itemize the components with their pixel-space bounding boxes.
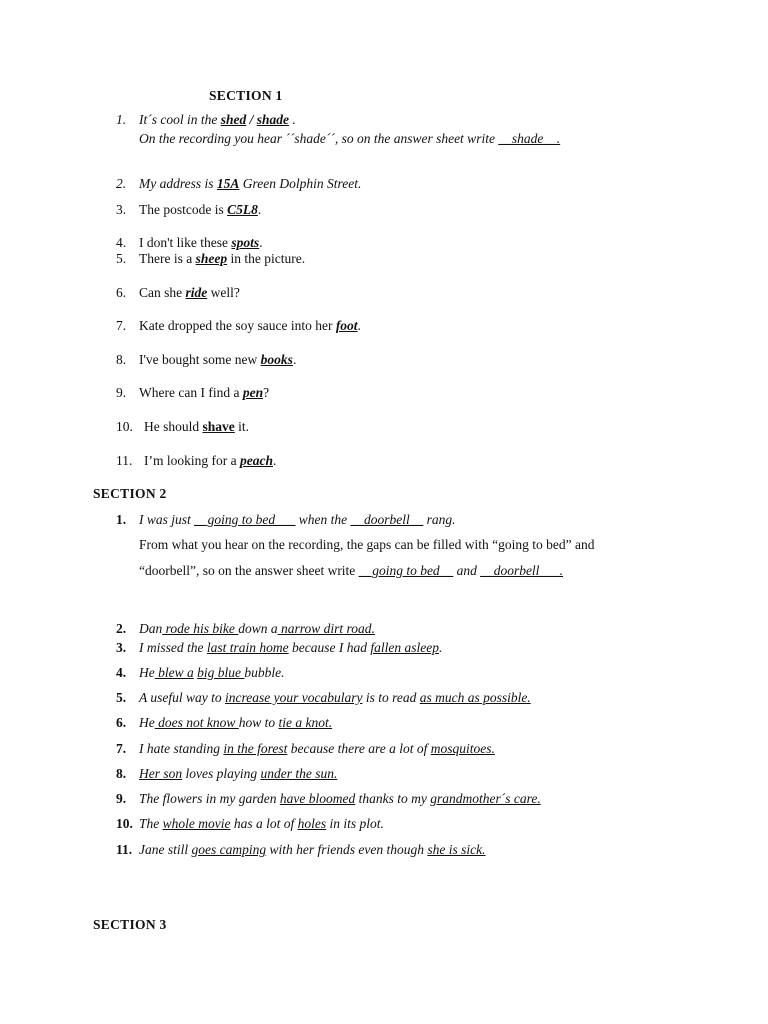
text: There is a — [139, 251, 196, 266]
item-text — [139, 665, 285, 681]
item-number: 8. — [116, 352, 127, 367]
item-text — [144, 419, 249, 435]
text: A useful way to — [139, 690, 225, 705]
section-1-heading: SECTION 1 — [209, 88, 283, 103]
answer: rode his bike — [162, 621, 239, 636]
answer: does not know — [154, 715, 239, 730]
text: He — [139, 715, 155, 730]
text: because I had — [288, 640, 371, 655]
text: Green Dolphin Street. — [239, 176, 362, 191]
item-text — [139, 621, 375, 637]
item-text — [139, 640, 442, 656]
answer: 15A — [216, 176, 240, 191]
text: . — [292, 352, 297, 367]
answer: narrow dirt road. — [277, 621, 375, 636]
answer: big blue — [197, 665, 245, 680]
text: because there are a lot of — [287, 741, 431, 756]
answer: pen — [242, 385, 264, 400]
item-number: 5. — [116, 690, 127, 705]
text: Jane still — [139, 842, 192, 857]
item-text — [139, 112, 296, 128]
text: Kate dropped the soy sauce into her — [139, 318, 336, 333]
item-text — [139, 741, 495, 757]
item-text — [139, 512, 456, 528]
section-2-heading: SECTION 2 — [93, 486, 167, 501]
answer: goes camping — [191, 842, 267, 857]
item-number: 1. — [116, 512, 127, 527]
text: “doorbell”, so on the answer sheet write — [139, 563, 359, 578]
answer: grandmother´s care. — [430, 791, 541, 806]
example-note — [139, 131, 560, 147]
section-3-heading: SECTION 3 — [93, 917, 167, 932]
item-text — [139, 202, 261, 218]
answer: C5L8 — [227, 202, 258, 217]
item-number: 11. — [116, 842, 133, 857]
text: in its plot. — [326, 816, 384, 831]
item-number: 7. — [116, 318, 127, 333]
text: I hate standing — [139, 741, 224, 756]
example-note-line-2 — [139, 563, 563, 579]
text: and — [453, 563, 481, 578]
answer: shave — [202, 419, 235, 434]
text: The flowers in my garden — [139, 791, 280, 806]
answer: __going to bed__ — [358, 563, 454, 578]
answer: last train home — [206, 640, 289, 655]
text: I've bought some new — [139, 352, 261, 367]
text: I don't like these — [139, 235, 232, 250]
text: . — [289, 112, 296, 127]
item-text — [139, 235, 263, 251]
item-number: 7. — [116, 741, 127, 756]
text: well? — [207, 285, 240, 300]
answer: blew a — [154, 665, 194, 680]
text: bubble. — [244, 665, 285, 680]
text: Dan — [139, 621, 163, 636]
text: The postcode is — [139, 202, 228, 217]
text: in the picture. — [227, 251, 306, 266]
answer: __doorbell__ — [350, 512, 424, 527]
answer: whole movie — [162, 816, 231, 831]
answer: under the sun. — [260, 766, 338, 781]
item-text — [139, 352, 296, 368]
answer: books — [260, 352, 293, 367]
answer: ride — [185, 285, 208, 300]
text: down a — [238, 621, 278, 636]
answer: tie a knot. — [278, 715, 333, 730]
text: Can she — [139, 285, 186, 300]
text: I’m looking for a — [144, 453, 240, 468]
text: ? — [263, 385, 270, 400]
answer: she is sick. — [427, 842, 486, 857]
text: It´s cool in the — [139, 112, 221, 127]
text: Where can I find a — [139, 385, 243, 400]
text: He — [139, 665, 155, 680]
item-text — [139, 766, 337, 782]
item-text — [139, 791, 541, 807]
text: . — [357, 318, 361, 333]
item-number: 9. — [116, 791, 127, 806]
answer: spots — [231, 235, 260, 250]
answer: holes — [297, 816, 327, 831]
text: He should — [144, 419, 203, 434]
text: it. — [234, 419, 250, 434]
item-text — [139, 285, 240, 301]
text: . — [272, 453, 277, 468]
text: My address is — [139, 176, 217, 191]
answer: mosquitoes. — [430, 741, 495, 756]
answer: foot — [335, 318, 358, 333]
item-text — [139, 251, 305, 267]
item-number: 4. — [116, 235, 127, 250]
item-text — [139, 176, 361, 192]
text: when the — [295, 512, 351, 527]
answer: peach — [239, 453, 273, 468]
text: The — [139, 816, 163, 831]
item-number: 2. — [116, 621, 127, 636]
item-number: 4. — [116, 665, 127, 680]
text: is to read — [362, 690, 420, 705]
item-number: 2. — [116, 176, 127, 191]
text: loves playing — [182, 766, 261, 781]
item-number: 11. — [116, 453, 133, 468]
answer-option: shade — [256, 112, 290, 127]
text: On the recording you hear ´´shade´´, so on the answer sheet write — [139, 131, 499, 146]
separator: / — [246, 112, 257, 127]
item-number: 8. — [116, 766, 127, 781]
text: thanks to my — [355, 791, 431, 806]
text: with her friends even though — [266, 842, 428, 857]
item-number: 10. — [116, 419, 133, 434]
item-number: 9. — [116, 385, 127, 400]
answer: in the forest — [223, 741, 288, 756]
item-number: 6. — [116, 285, 127, 300]
item-text — [139, 842, 485, 858]
item-text — [139, 715, 332, 731]
answer: Her son — [139, 766, 183, 781]
text: has a lot of — [230, 816, 298, 831]
item-number: 10. — [116, 816, 133, 831]
item-text — [139, 385, 269, 401]
text: how to — [238, 715, 279, 730]
text: I missed the — [139, 640, 207, 655]
item-text — [144, 453, 276, 469]
answer: increase your vocabulary — [225, 690, 363, 705]
answer: __doorbell___. — [480, 563, 564, 578]
answer: __going to bed___ — [194, 512, 296, 527]
text: rang. — [423, 512, 456, 527]
example-note-line-1: From what you hear on the recording, the gaps can be filled with “going to bed” and — [139, 537, 595, 552]
text: . — [257, 202, 262, 217]
answer: as much as possible. — [419, 690, 531, 705]
answer-option: shed — [220, 112, 247, 127]
answer: sheep — [195, 251, 228, 266]
item-number: 3. — [116, 640, 127, 655]
text: I was just — [139, 512, 195, 527]
item-number: 3. — [116, 202, 127, 217]
item-number: 1. — [116, 112, 127, 127]
item-number: 5. — [116, 251, 127, 266]
answer: __shade__. — [498, 131, 561, 146]
answer: fallen asleep — [370, 640, 439, 655]
item-text — [139, 318, 361, 334]
text: . — [438, 640, 443, 655]
item-text — [139, 690, 531, 706]
item-text — [139, 816, 384, 832]
item-number: 6. — [116, 715, 127, 730]
answer: have bloomed — [279, 791, 356, 806]
text: . — [259, 235, 263, 250]
